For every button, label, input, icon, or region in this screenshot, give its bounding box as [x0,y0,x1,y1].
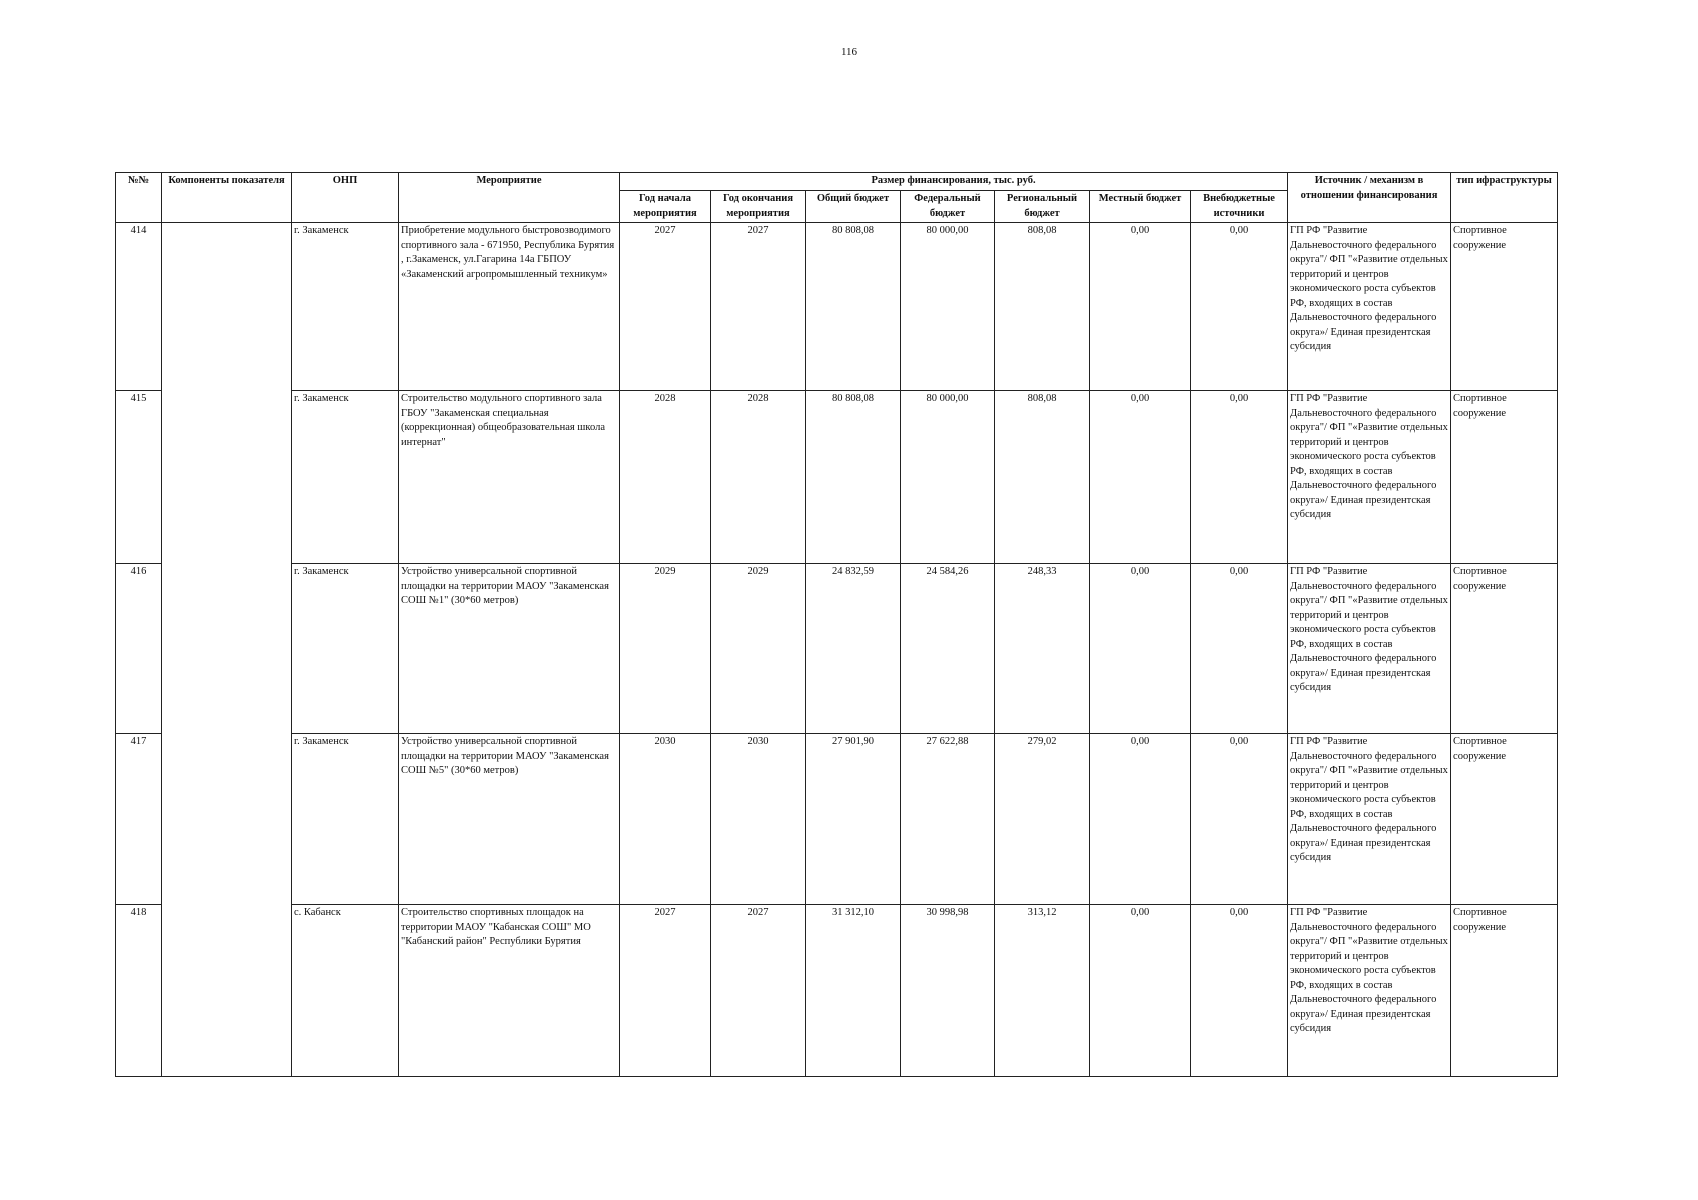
cell-num: 414 [116,223,162,391]
cell-source: ГП РФ "Развитие Дальневосточного федерального округа"/ ФП "«Развитие отдельных территорий и центров экономического роста субъектов РФ, входящих в состав Дальневосточного федерального округа»/ Единая президентская субсидия [1288,564,1451,734]
cell-regional: 279,02 [995,734,1090,905]
header-source: Источник / механизм в отношении финансирования [1288,173,1451,223]
cell-total: 27 901,90 [806,734,901,905]
cell-extra: 0,00 [1191,391,1288,564]
cell-onp: с. Кабанск [292,905,399,1077]
table-row [116,734,1558,905]
cell-onp: г. Закаменск [292,391,399,564]
cell-year-start: 2029 [620,564,711,734]
table-row [116,223,1558,391]
cell-total: 80 808,08 [806,391,901,564]
cell-federal: 27 622,88 [901,734,995,905]
header-row-1 [116,173,1558,191]
cell-regional: 808,08 [995,391,1090,564]
cell-total: 80 808,08 [806,223,901,391]
header-total: Общий бюджет [806,191,901,223]
cell-regional: 808,08 [995,223,1090,391]
cell-num: 416 [116,564,162,734]
table-row [116,905,1558,1077]
header-local: Местный бюджет [1090,191,1191,223]
header-financing: Размер финансирования, тыс. руб. [620,173,1288,191]
cell-year-end: 2029 [711,564,806,734]
cell-event: Строительство модульного спортивного зала ГБОУ "Закаменская специальная (коррекционная) общеобразовательная школа интернат" [399,391,620,564]
header-num: №№ [116,173,162,223]
cell-local: 0,00 [1090,223,1191,391]
header-regional: Региональный бюджет [995,191,1090,223]
cell-event: Приобретение модульного быстровозводимого спортивного зала - 671950, Республика Бурятия , г.Закаменск, ул.Гагарина 14а ГБПОУ «Закаменский агропромышленный техникум» [399,223,620,391]
cell-source: ГП РФ "Развитие Дальневосточного федерального округа"/ ФП "«Развитие отдельных территорий и центров экономического роста субъектов РФ, входящих в состав Дальневосточного федерального округа»/ Единая президентская субсидия [1288,223,1451,391]
header-year-start: Год начала мероприятия [620,191,711,223]
cell-local: 0,00 [1090,391,1191,564]
cell-num: 415 [116,391,162,564]
cell-local: 0,00 [1090,564,1191,734]
cell-year-start: 2027 [620,223,711,391]
cell-federal: 80 000,00 [901,391,995,564]
cell-infra-type: Спортивное сооружение [1451,223,1558,391]
cell-extra: 0,00 [1191,734,1288,905]
cell-infra-type: Спортивное сооружение [1451,391,1558,564]
financing-table [115,172,1558,1077]
cell-extra: 0,00 [1191,905,1288,1077]
header-event: Мероприятие [399,173,620,223]
cell-event: Устройство универсальной спортивной площадки на территории МАОУ "Закаменская СОШ №5" (30*60 метров) [399,734,620,905]
cell-year-end: 2028 [711,391,806,564]
cell-event: Строительство спортивных площадок на территории МАОУ "Кабанская СОШ" МО "Кабанский район" Республики Бурятия [399,905,620,1077]
cell-num: 417 [116,734,162,905]
cell-onp: г. Закаменск [292,564,399,734]
cell-year-start: 2028 [620,391,711,564]
cell-year-end: 2027 [711,905,806,1077]
header-infra-type: тип ифраструктуры [1451,173,1558,223]
table-row [116,391,1558,564]
cell-total: 24 832,59 [806,564,901,734]
cell-regional: 313,12 [995,905,1090,1077]
cell-infra-type: Спортивное сооружение [1451,734,1558,905]
cell-event: Устройство универсальной спортивной площадки на территории МАОУ "Закаменская СОШ №1" (30*60 метров) [399,564,620,734]
cell-local: 0,00 [1090,734,1191,905]
header-component: Компоненты показателя [162,173,292,223]
cell-source: ГП РФ "Развитие Дальневосточного федерального округа"/ ФП "«Развитие отдельных территорий и центров экономического роста субъектов РФ, входящих в состав Дальневосточного федерального округа»/ Единая президентская субсидия [1288,734,1451,905]
cell-source: ГП РФ "Развитие Дальневосточного федерального округа"/ ФП "«Развитие отдельных территорий и центров экономического роста субъектов РФ, входящих в состав Дальневосточного федерального округа»/ Единая президентская субсидия [1288,905,1451,1077]
header-year-end: Год окончания мероприятия [711,191,806,223]
cell-regional: 248,33 [995,564,1090,734]
cell-source: ГП РФ "Развитие Дальневосточного федерального округа"/ ФП "«Развитие отдельных территорий и центров экономического роста субъектов РФ, входящих в состав Дальневосточного федерального округа»/ Единая президентская субсидия [1288,391,1451,564]
header-federal: Федеральный бюджет [901,191,995,223]
cell-total: 31 312,10 [806,905,901,1077]
cell-component [162,734,292,905]
cell-extra: 0,00 [1191,223,1288,391]
cell-onp: г. Закаменск [292,223,399,391]
cell-local: 0,00 [1090,905,1191,1077]
cell-federal: 30 998,98 [901,905,995,1077]
cell-extra: 0,00 [1191,564,1288,734]
header-extra: Внебюджетные источники [1191,191,1288,223]
cell-num: 418 [116,905,162,1077]
cell-component [162,564,292,734]
cell-infra-type: Спортивное сооружение [1451,564,1558,734]
cell-component [162,905,292,1077]
cell-year-start: 2027 [620,905,711,1077]
cell-component [162,223,292,391]
page-number: 116 [840,46,858,58]
table-row [116,564,1558,734]
cell-year-end: 2027 [711,223,806,391]
cell-year-end: 2030 [711,734,806,905]
cell-year-start: 2030 [620,734,711,905]
cell-federal: 80 000,00 [901,223,995,391]
cell-component [162,391,292,564]
cell-federal: 24 584,26 [901,564,995,734]
cell-infra-type: Спортивное сооружение [1451,905,1558,1077]
cell-onp: г. Закаменск [292,734,399,905]
header-onp: ОНП [292,173,399,223]
